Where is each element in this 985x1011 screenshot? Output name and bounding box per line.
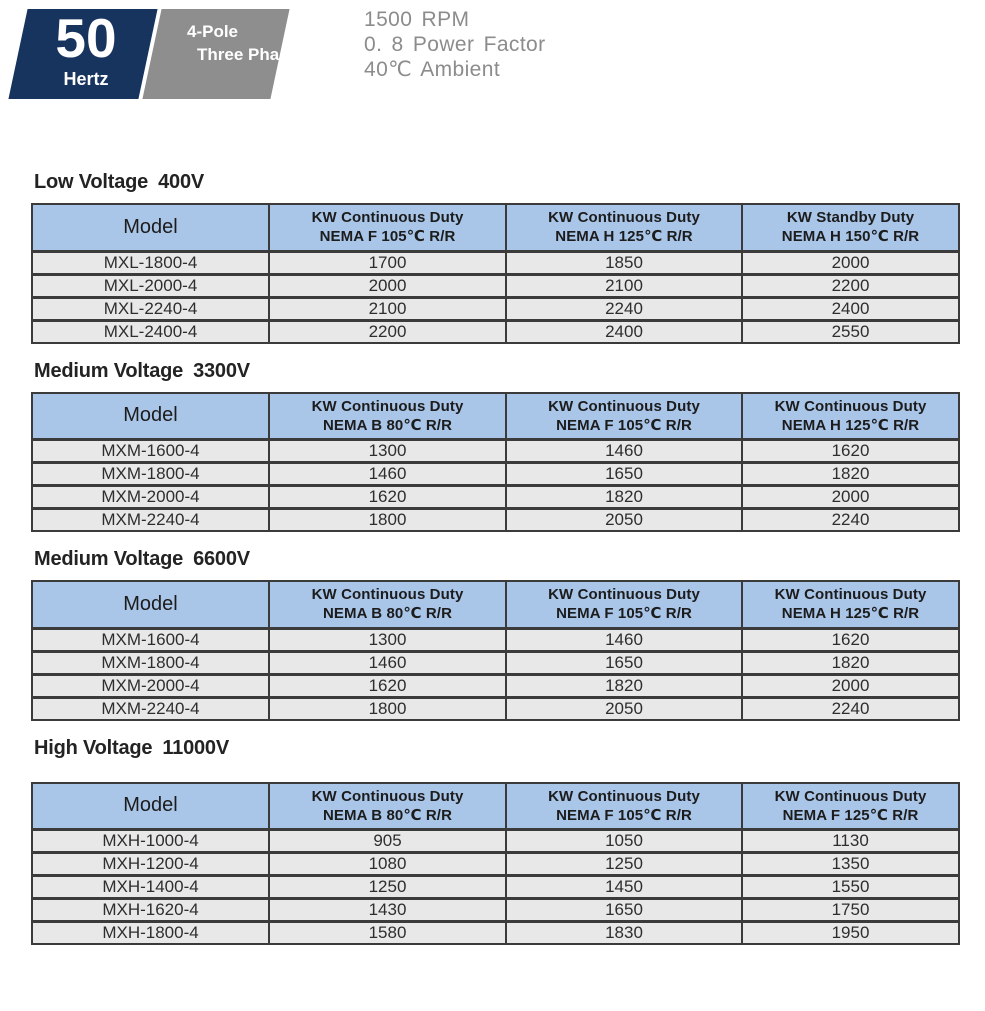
- table-row: [32, 251, 959, 274]
- kw-cell: 2000: [742, 674, 959, 697]
- kw-cell: 1650: [506, 899, 742, 922]
- table-row: [32, 274, 959, 297]
- kw-cell: 1460: [506, 440, 742, 463]
- duty-label: KW Continuous Duty: [548, 209, 700, 227]
- kw-cell: 1700: [269, 251, 506, 274]
- model-column-header: Model: [32, 204, 269, 251]
- kw-cell: 2000: [742, 251, 959, 274]
- kw-cell: 1820: [506, 674, 742, 697]
- kw-cell: 1620: [269, 674, 506, 697]
- spec-ambient: 40℃ Ambient: [364, 58, 501, 81]
- section-medium-voltage-3300v: [31, 359, 958, 533]
- kw-cell: 2400: [506, 320, 742, 343]
- spec-table: [31, 392, 960, 533]
- duty-label: KW Continuous Duty: [311, 787, 464, 805]
- kw-cell: 2200: [742, 274, 959, 297]
- kw-cell: 1080: [269, 853, 506, 876]
- kw-cell: 1130: [742, 830, 959, 853]
- model-cell: MXL-2240-4: [32, 297, 269, 320]
- duty-label: KW Continuous Duty: [311, 209, 464, 227]
- kw-column-header: [269, 581, 506, 628]
- model-column-header: Model: [32, 581, 269, 628]
- page-header: [0, 0, 985, 100]
- kw-cell: 1620: [742, 628, 959, 651]
- nema-label: NEMA H 125℃ R/R: [781, 416, 920, 434]
- duty-label: KW Continuous Duty: [774, 787, 927, 805]
- kw-cell: 1550: [742, 876, 959, 899]
- spec-lines: [364, 7, 546, 82]
- table-row: [32, 853, 959, 876]
- nema-label: NEMA B 80℃ R/R: [322, 806, 453, 824]
- model-cell: MXM-1600-4: [32, 628, 269, 651]
- spec-power-factor: 0. 8 Power Factor: [364, 33, 546, 56]
- kw-column-header: [506, 783, 742, 830]
- model-cell: MXL-1800-4: [32, 251, 269, 274]
- header-row: [32, 393, 959, 440]
- kw-cell: 1580: [269, 922, 506, 945]
- kw-cell: 2200: [269, 320, 506, 343]
- model-column-header: Model: [32, 393, 269, 440]
- duty-label: KW Continuous Duty: [774, 586, 927, 604]
- section-title: [34, 547, 958, 571]
- section-title-voltage: 3300V: [193, 359, 250, 382]
- header-row: [32, 204, 959, 251]
- kw-column-header: [506, 393, 742, 440]
- table-row: [32, 463, 959, 486]
- section-title-voltage: 6600V: [193, 548, 250, 570]
- phase-label: Three Phase: [197, 45, 299, 64]
- model-cell: MXH-1000-4: [32, 830, 269, 853]
- section-title-name: Low Voltage: [34, 171, 149, 193]
- section-title-name: Medium Voltage: [34, 359, 184, 382]
- duty-label: KW Continuous Duty: [774, 397, 927, 415]
- model-cell: MXM-2240-4: [32, 697, 269, 720]
- kw-column-header: [269, 783, 506, 830]
- kw-column-header: [742, 581, 959, 628]
- duty-label: KW Continuous Duty: [548, 586, 700, 604]
- table-row: [32, 628, 959, 651]
- table-row: [32, 674, 959, 697]
- kw-cell: 1250: [269, 876, 506, 899]
- model-cell: MXH-1800-4: [32, 922, 269, 945]
- kw-cell: 905: [269, 830, 506, 853]
- content: [31, 170, 958, 945]
- kw-cell: 2000: [742, 486, 959, 509]
- kw-column-header: [742, 783, 959, 830]
- section-title: [34, 736, 958, 760]
- kw-cell: 2100: [269, 297, 506, 320]
- kw-cell: 1800: [269, 509, 506, 532]
- frequency-value: 50: [55, 7, 117, 69]
- duty-label: KW Continuous Duty: [548, 397, 700, 415]
- model-cell: MXL-2000-4: [32, 274, 269, 297]
- kw-cell: 2050: [506, 697, 742, 720]
- frequency-unit: Hertz: [63, 69, 109, 89]
- kw-column-header: [742, 393, 959, 440]
- model-cell: MXM-1600-4: [32, 440, 269, 463]
- table-row: [32, 830, 959, 853]
- section-title-name: High Voltage: [34, 736, 153, 759]
- kw-cell: 1850: [506, 251, 742, 274]
- kw-column-header: [506, 204, 742, 251]
- kw-cell: 1300: [269, 628, 506, 651]
- nema-label: NEMA F 105℃ R/R: [556, 806, 692, 824]
- kw-cell: 1950: [742, 922, 959, 945]
- section-title: [34, 170, 958, 194]
- kw-cell: 1300: [269, 440, 506, 463]
- duty-label: KW Continuous Duty: [548, 787, 700, 805]
- table-row: [32, 876, 959, 899]
- kw-cell: 1250: [506, 853, 742, 876]
- table-row: [32, 297, 959, 320]
- kw-cell: 1820: [506, 486, 742, 509]
- kw-cell: 2000: [269, 274, 506, 297]
- table-row: [32, 509, 959, 532]
- table-row: [32, 486, 959, 509]
- section-title-voltage: 400V: [158, 171, 205, 193]
- kw-cell: 1050: [506, 830, 742, 853]
- section-title-voltage: 11000V: [162, 736, 229, 759]
- kw-cell: 1350: [742, 853, 959, 876]
- nema-label: NEMA F 105℃ R/R: [556, 416, 692, 434]
- spec-table: [31, 580, 960, 721]
- kw-cell: 2240: [742, 697, 959, 720]
- section-title: [34, 359, 958, 383]
- kw-cell: 1650: [506, 651, 742, 674]
- kw-cell: 1650: [506, 463, 742, 486]
- table-row: [32, 899, 959, 922]
- kw-cell: 1750: [742, 899, 959, 922]
- kw-cell: 2100: [506, 274, 742, 297]
- kw-cell: 1450: [506, 876, 742, 899]
- duty-label: KW Continuous Duty: [311, 586, 464, 604]
- kw-cell: 2240: [506, 297, 742, 320]
- kw-cell: 2550: [742, 320, 959, 343]
- nema-label: NEMA H 125℃ R/R: [555, 228, 693, 246]
- kw-cell: 1820: [742, 651, 959, 674]
- model-cell: MXH-1400-4: [32, 876, 269, 899]
- kw-column-header: [506, 581, 742, 628]
- kw-column-header: [742, 204, 959, 251]
- table-row: [32, 651, 959, 674]
- section-medium-voltage-6600v: [31, 547, 958, 721]
- model-cell: MXM-2240-4: [32, 509, 269, 532]
- duty-label: KW Standby Duty: [786, 209, 915, 227]
- model-cell: MXH-1620-4: [32, 899, 269, 922]
- kw-cell: 2050: [506, 509, 742, 532]
- section-high-voltage-11000v: [31, 736, 958, 946]
- model-column-header: Model: [32, 783, 269, 830]
- kw-cell: 2400: [742, 297, 959, 320]
- kw-cell: 1620: [269, 486, 506, 509]
- kw-cell: 1830: [506, 922, 742, 945]
- model-cell: MXM-2000-4: [32, 674, 269, 697]
- model-cell: MXM-1800-4: [32, 463, 269, 486]
- nema-label: NEMA H 150℃ R/R: [781, 228, 920, 246]
- model-cell: MXM-2000-4: [32, 486, 269, 509]
- nema-label: NEMA H 125℃ R/R: [781, 605, 920, 623]
- spec-table: [31, 782, 960, 946]
- nema-label: NEMA B 80℃ R/R: [322, 416, 453, 434]
- model-cell: MXH-1200-4: [32, 853, 269, 876]
- section-low-voltage-400v: [31, 170, 958, 344]
- kw-cell: 1460: [269, 651, 506, 674]
- pole-label: 4-Pole: [187, 22, 239, 41]
- spec-table: [31, 203, 960, 344]
- table-row: [32, 697, 959, 720]
- kw-cell: 1620: [742, 440, 959, 463]
- kw-column-header: [269, 393, 506, 440]
- nema-label: NEMA F 125℃ R/R: [782, 806, 919, 824]
- kw-cell: 1460: [506, 628, 742, 651]
- header-row: [32, 783, 959, 830]
- kw-cell: 1430: [269, 899, 506, 922]
- table-row: [32, 922, 959, 945]
- table-row: [32, 320, 959, 343]
- model-cell: MXL-2400-4: [32, 320, 269, 343]
- table-row: [32, 440, 959, 463]
- kw-cell: 1460: [269, 463, 506, 486]
- section-title-name: Medium Voltage: [34, 548, 184, 570]
- model-cell: MXM-1800-4: [32, 651, 269, 674]
- kw-cell: 1800: [269, 697, 506, 720]
- nema-label: NEMA B 80℃ R/R: [322, 605, 453, 623]
- kw-cell: 1820: [742, 463, 959, 486]
- kw-column-header: [269, 204, 506, 251]
- nema-label: NEMA F 105℃ R/R: [556, 605, 692, 623]
- kw-cell: 2240: [742, 509, 959, 532]
- spec-rpm: 1500 RPM: [364, 8, 470, 31]
- header-row: [32, 581, 959, 628]
- duty-label: KW Continuous Duty: [311, 397, 464, 415]
- nema-label: NEMA F 105℃ R/R: [319, 228, 456, 246]
